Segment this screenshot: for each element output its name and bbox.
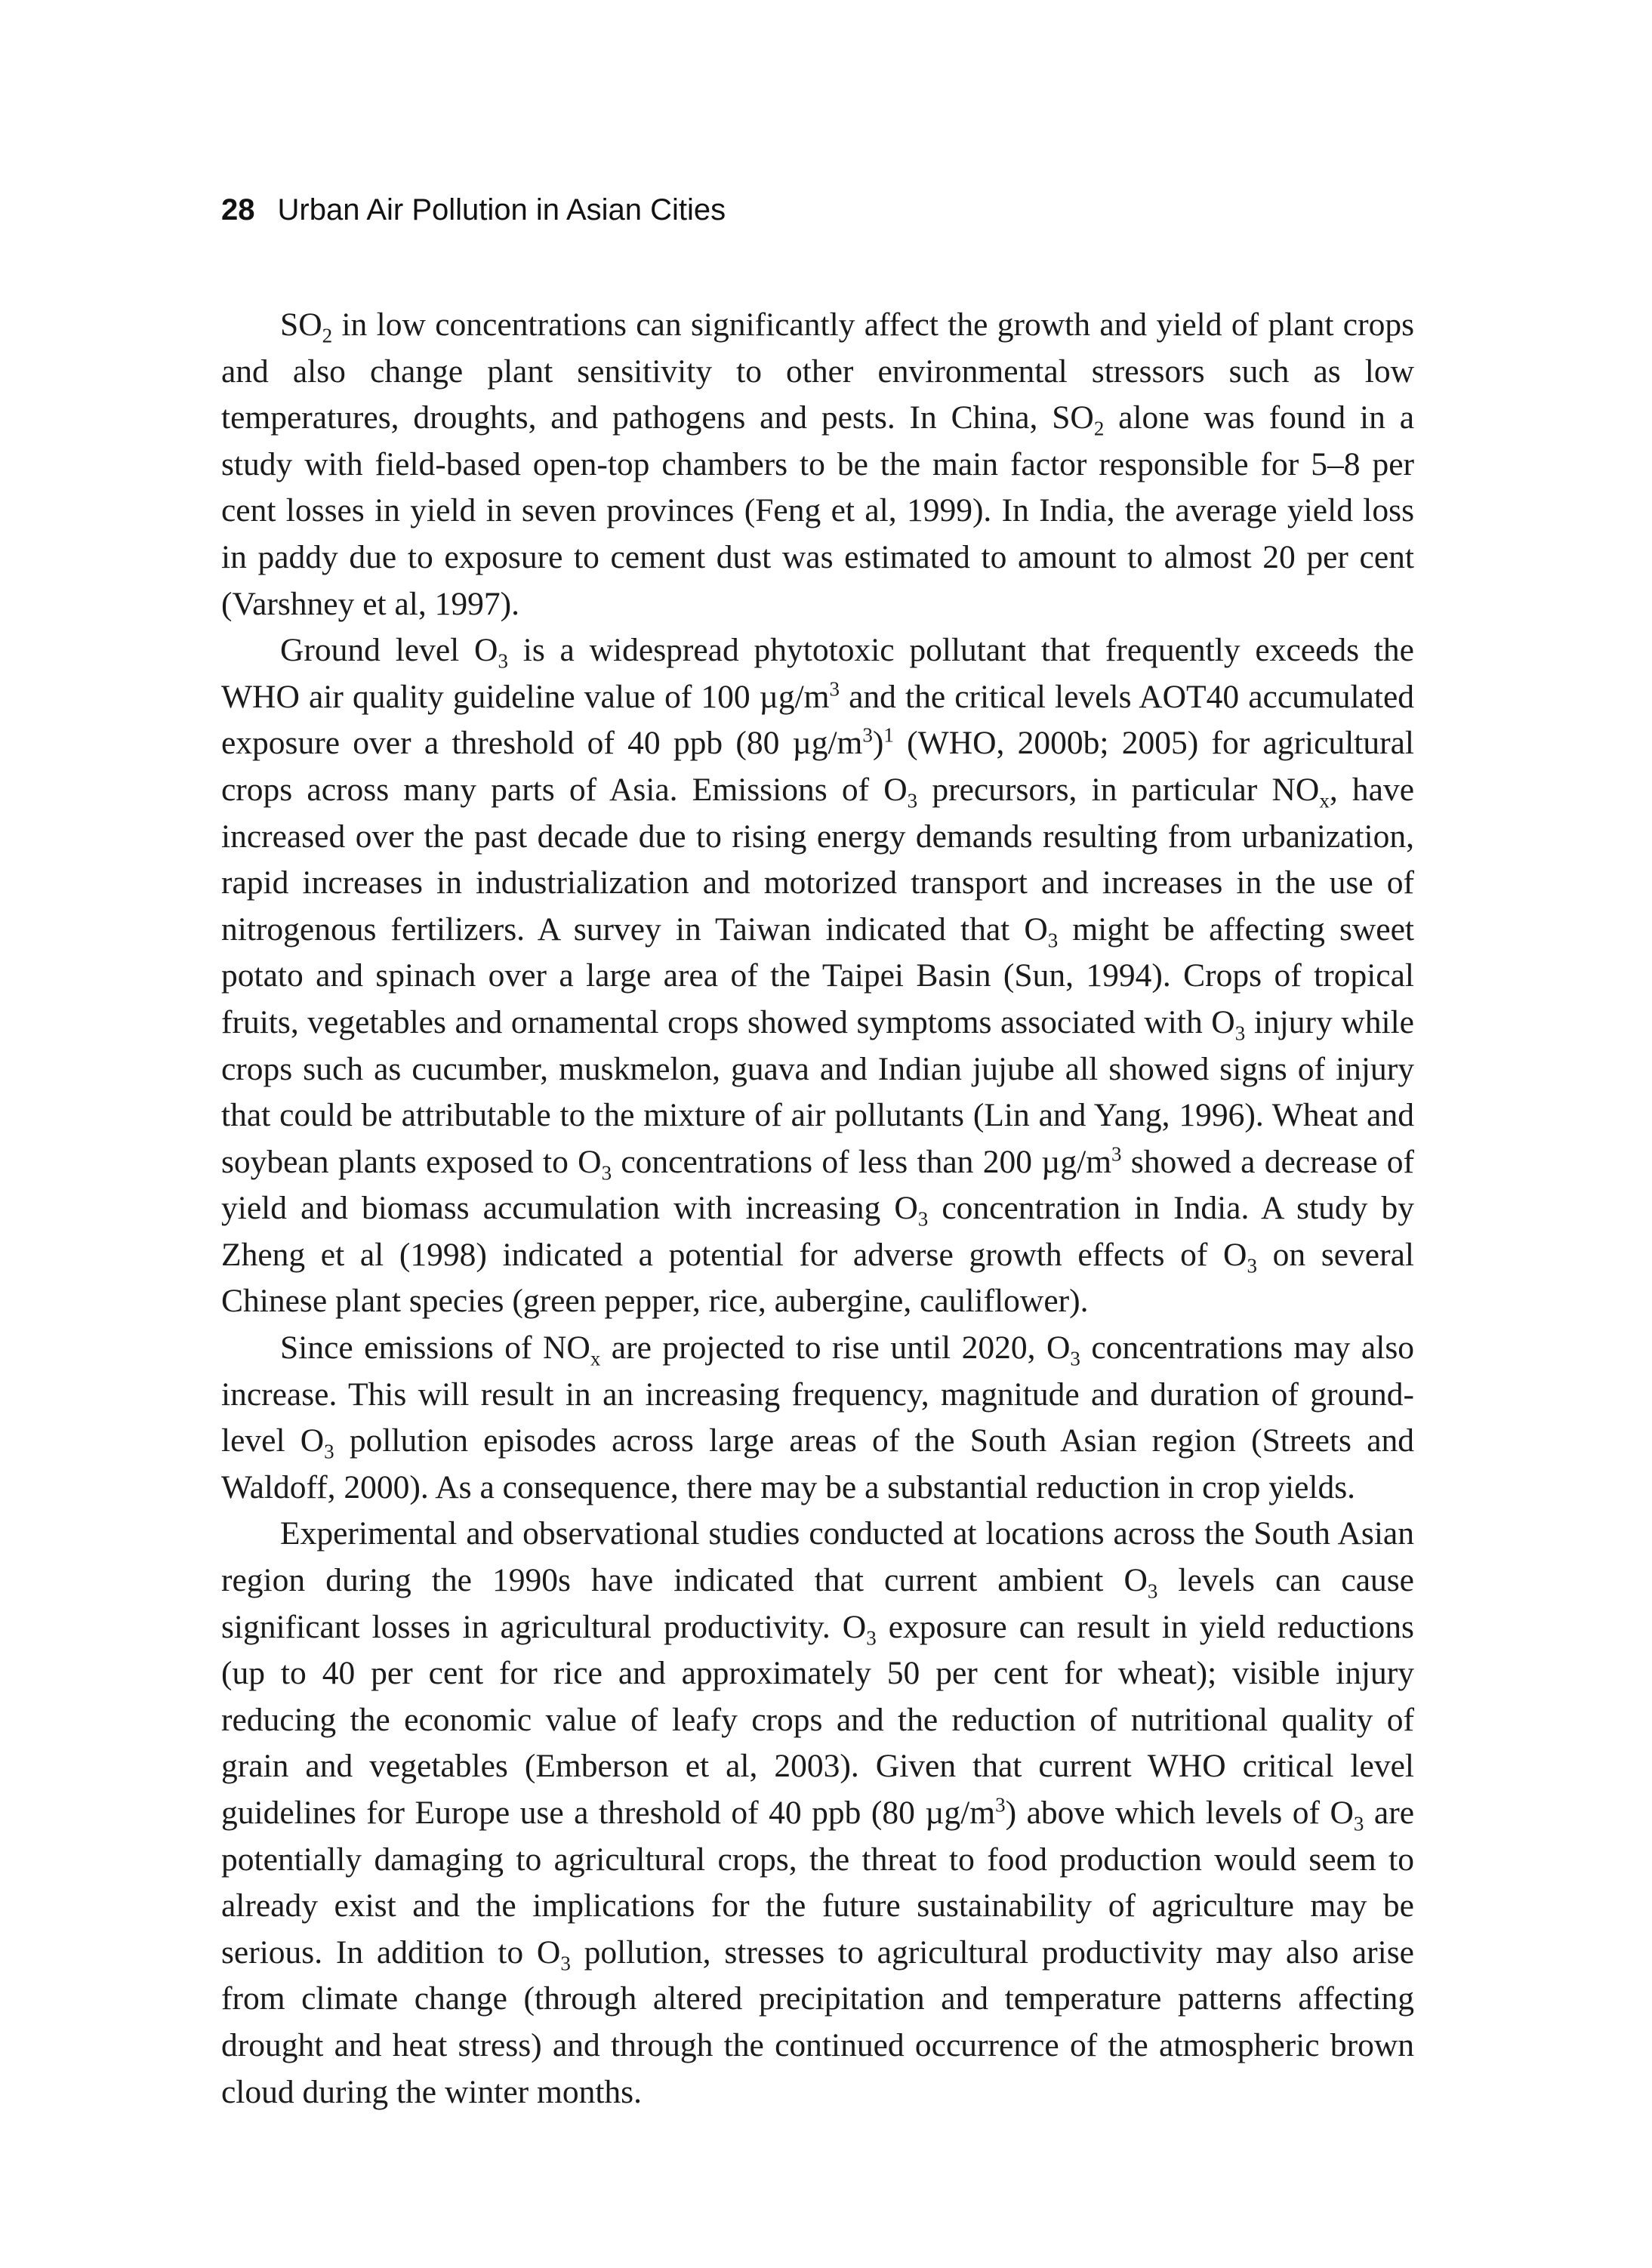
paragraph: Since emissions of $NO_x$ are projected to rise until 2020, $O_3$ concentrations may also increase. This will result in an increasing frequency, magnitude and duration of ground-level $O_3$ pollution episodes across large areas of the South Asian region (Streets and Waldoff, 2000). As a consequence, there may be a substantial reduction in crop yields. <box>221 1330 1414 1505</box>
paragraph: $SO_2$ in low concentrations can significantly affect the growth and yield of plant crops and also change plant sensitivity to other environmental stressors such as low temperatures, droughts, and pathogens and pests. In China, $SO_2$ alone was found in a study with field-based open-top chambers to be the main factor responsible for 5–8 per cent losses in yield in seven provinces (Feng et al, 1999). In India, the average yield loss in paddy due to exposure to cement dust was estimated to amount to almost 20 per cent (Varshney et al, 1997). <box>221 307 1414 622</box>
paragraph: Experimental and observational studies conducted at locations across the South Asian region during the 1990s have indicated that current ambient $O_3$ levels can cause significant losses in agricultural productivity. $O_3$ exposure can result in yield reductions (up to 40 per cent for rice and approximately 50 per cent for wheat); visible injury reducing the economic value of leafy crops and the reduction of nutritional quality of grain and vegetables (Emberson et al, 2003). Given that current WHO critical level guidelines for Europe use a threshold of 40 ppb (80 $\mu g/m^3$) above which levels of $O_3$ are potentially damaging to agricultural crops, the threat to food production would seem to already exist and the implications for the future sustainability of agriculture may be serious. In addition to $O_3$ pollution, stresses to agricultural productivity may also arise from climate change (through altered precipitation and temperature patterns affecting drought and heat stress) and through the continued occurrence of the atmospheric brown cloud during the winter months. <box>221 1515 1414 2110</box>
body-text <box>221 302 1414 2115</box>
running-header <box>221 195 726 225</box>
paragraph: Ground level $O_3$ is a widespread phytotoxic pollutant that frequently exceeds the WHO air quality guideline value of 100 $\mu g/m^3$ and the critical levels AOT40 accumulated exposure over a threshold of 40 ppb (80 $\mu g/m^3)^1$ (WHO, 2000b; 2005) for agricultural crops across many parts of Asia. Emissions of $O_3$ precursors, in particular $NO_x$, have increased over the past decade due to rising energy demands resulting from urbanization, rapid increases in industrialization and motorized transport and increases in the use of nitrogenous fertilizers. A survey in Taiwan indicated that $O_3$ might be affecting sweet potato and spinach over a large area of the Taipei Basin (Sun, 1994). Crops of tropical fruits, vegetables and ornamental crops showed symptoms associated with $O_3$ injury while crops such as cucumber, muskmelon, guava and Indian jujube all showed signs of injury that could be attributable to the mixture of air pollutants (Lin and Yang, 1996). Wheat and soybean plants exposed to $O_3$ concentrations of less than 200 $\mu g/m^3$ showed a decrease of yield and biomass accumulation with increasing $O_3$ concentration in India. A study by Zheng et al (1998) indicated a potential for adverse growth effects of $O_3$ on several Chinese plant species (green pepper, rice, aubergine, cauliflower). <box>221 632 1415 1320</box>
page-number: 28 <box>221 193 255 226</box>
running-title: Urban Air Pollution in Asian Cities <box>277 193 726 226</box>
